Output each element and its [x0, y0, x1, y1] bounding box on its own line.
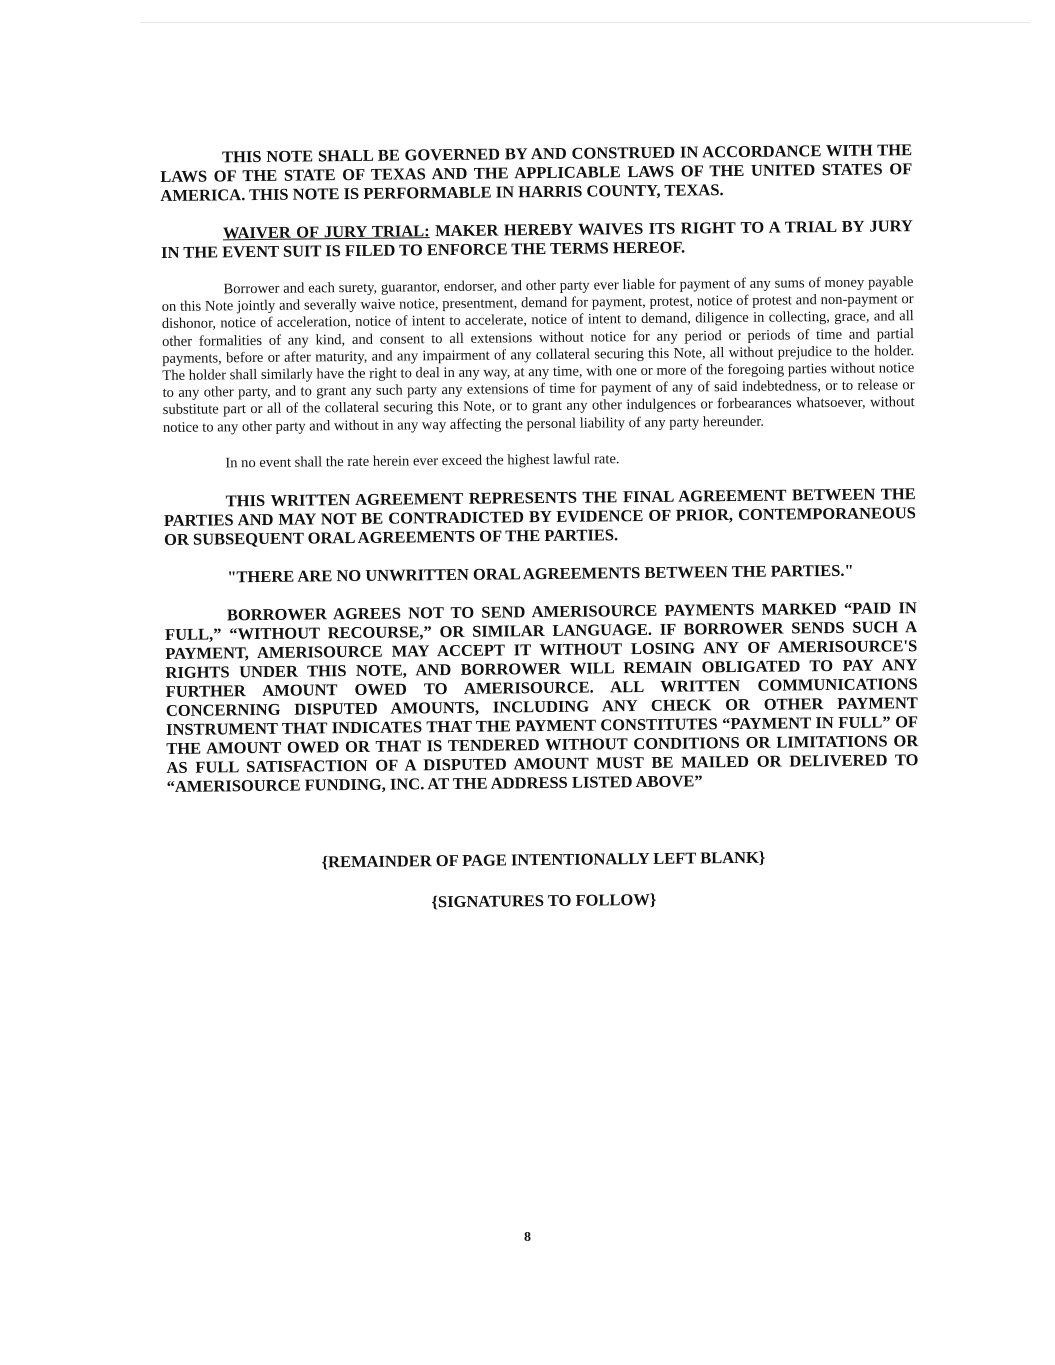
borrower-waiver-paragraph: Borrower and each surety, guarantor, endorser, and other party ever liable for payment of any sums of money payable on this Note jointly and severally waive notice, presentment, demand for payment, protest, notice of protest and non-payment or dishonor, notice of acceleration, notice of intent to accelerate, notice of intent to demand, diligence in collecting, grace, and all other formalities of any kind, and consent to all extensions without notice for any period or periods of time and partial payments, before or after maturity, and any impairment of any collateral securing this Note, all without prejudice to the holder. The holder shall similarly have the right to deal in any way, at any time, with one or more of the foregoing parties without notice to any other party, and to grant any such party any extensions of time for payment of any of said indebtedness, or to release or substitute part or all of the collateral securing this Note, or to grant any other indulgences or forbearances whatsoever, without notice to any other party and without in any way affecting the personal liability of any party hereunder. [161, 274, 915, 436]
remainder-blank-notice: {REMAINDER OF PAGE INTENTIONALLY LEFT BLANK} [321, 847, 766, 872]
final-agreement-paragraph: THIS WRITTEN AGREEMENT REPRESENTS THE FINAL AGREEMENT BETWEEN THE PARTIES AND MAY NOT BE CONTRADICTED BY EVIDENCE OF PRIOR, CONTEMPORANEOUS OR SUBSEQUENT ORAL AGREEMENTS OF THE PARTIES. [163, 484, 916, 550]
document-page [160, 140, 920, 914]
payments-notice-paragraph: BORROWER AGREES NOT TO SEND AMERISOURCE PAYMENTS MARKED “PAID IN FULL,” “WITHOUT RECOURSE,” OR SIMILAR LANGUAGE. IF BORROWER SENDS SUCH A PAYMENT, AMERISOURCE MAY ACCEPT IT WITHOUT LOSING ANY OF AMERISOURCE'S RIGHTS UNDER THIS NOTE, AND BORROWER WILL REMAIN OBLIGATED TO PAY ANY FURTHER AMOUNT OWED TO AMERISOURCE. ALL WRITTEN COMMUNICATIONS CONCERNING DISPUTED AMOUNTS, INCLUDING ANY CHECK OR OTHER PAYMENT INSTRUMENT THAT INDICATES THAT THE PAYMENT CONSTITUTES “PAYMENT IN FULL” OF THE AMOUNT OWED OR THAT IS TENDERED WITHOUT CONDITIONS OR LIMITATIONS OR AS FULL SATISFACTION OF A DISPUTED AMOUNT MUST BE MAILED OR DELIVERED TO “AMERISOURCE FUNDING, INC. AT THE ADDRESS LISTED ABOVE” [164, 598, 919, 796]
page-number: 8 [524, 1230, 531, 1245]
lawful-rate-paragraph: In no event shall the rate herein ever exceed the highest lawful rate. [225, 451, 620, 472]
no-oral-agreements-statement: "THERE ARE NO UNWRITTEN ORAL AGREEMENTS BETWEEN THE PARTIES." [227, 560, 854, 587]
jury-waiver-paragraph [161, 216, 913, 262]
jury-waiver-heading: WAIVER OF JURY TRIAL: [222, 221, 430, 243]
jury-waiver-text: MAKER HEREBY WAIVES ITS RIGHT TO A TRIAL BY JURY IN THE EVENT SUIT IS FILED TO ENFORCE THE TERMS HEREOF. [160, 216, 913, 262]
signatures-follow-notice: {SIGNATURES TO FOLLOW} [431, 889, 657, 912]
governing-law-paragraph: THIS NOTE SHALL BE GOVERNED BY AND CONSTRUED IN ACCORDANCE WITH THE LAWS OF THE STATE OF TEXAS AND THE APPLICABLE LAWS OF THE UNITED STATES OF AMERICA. THIS NOTE IS PERFORMABLE IN HARRIS COUNTY, TEXAS. [160, 140, 913, 205]
scan-edge-line [140, 22, 1030, 23]
